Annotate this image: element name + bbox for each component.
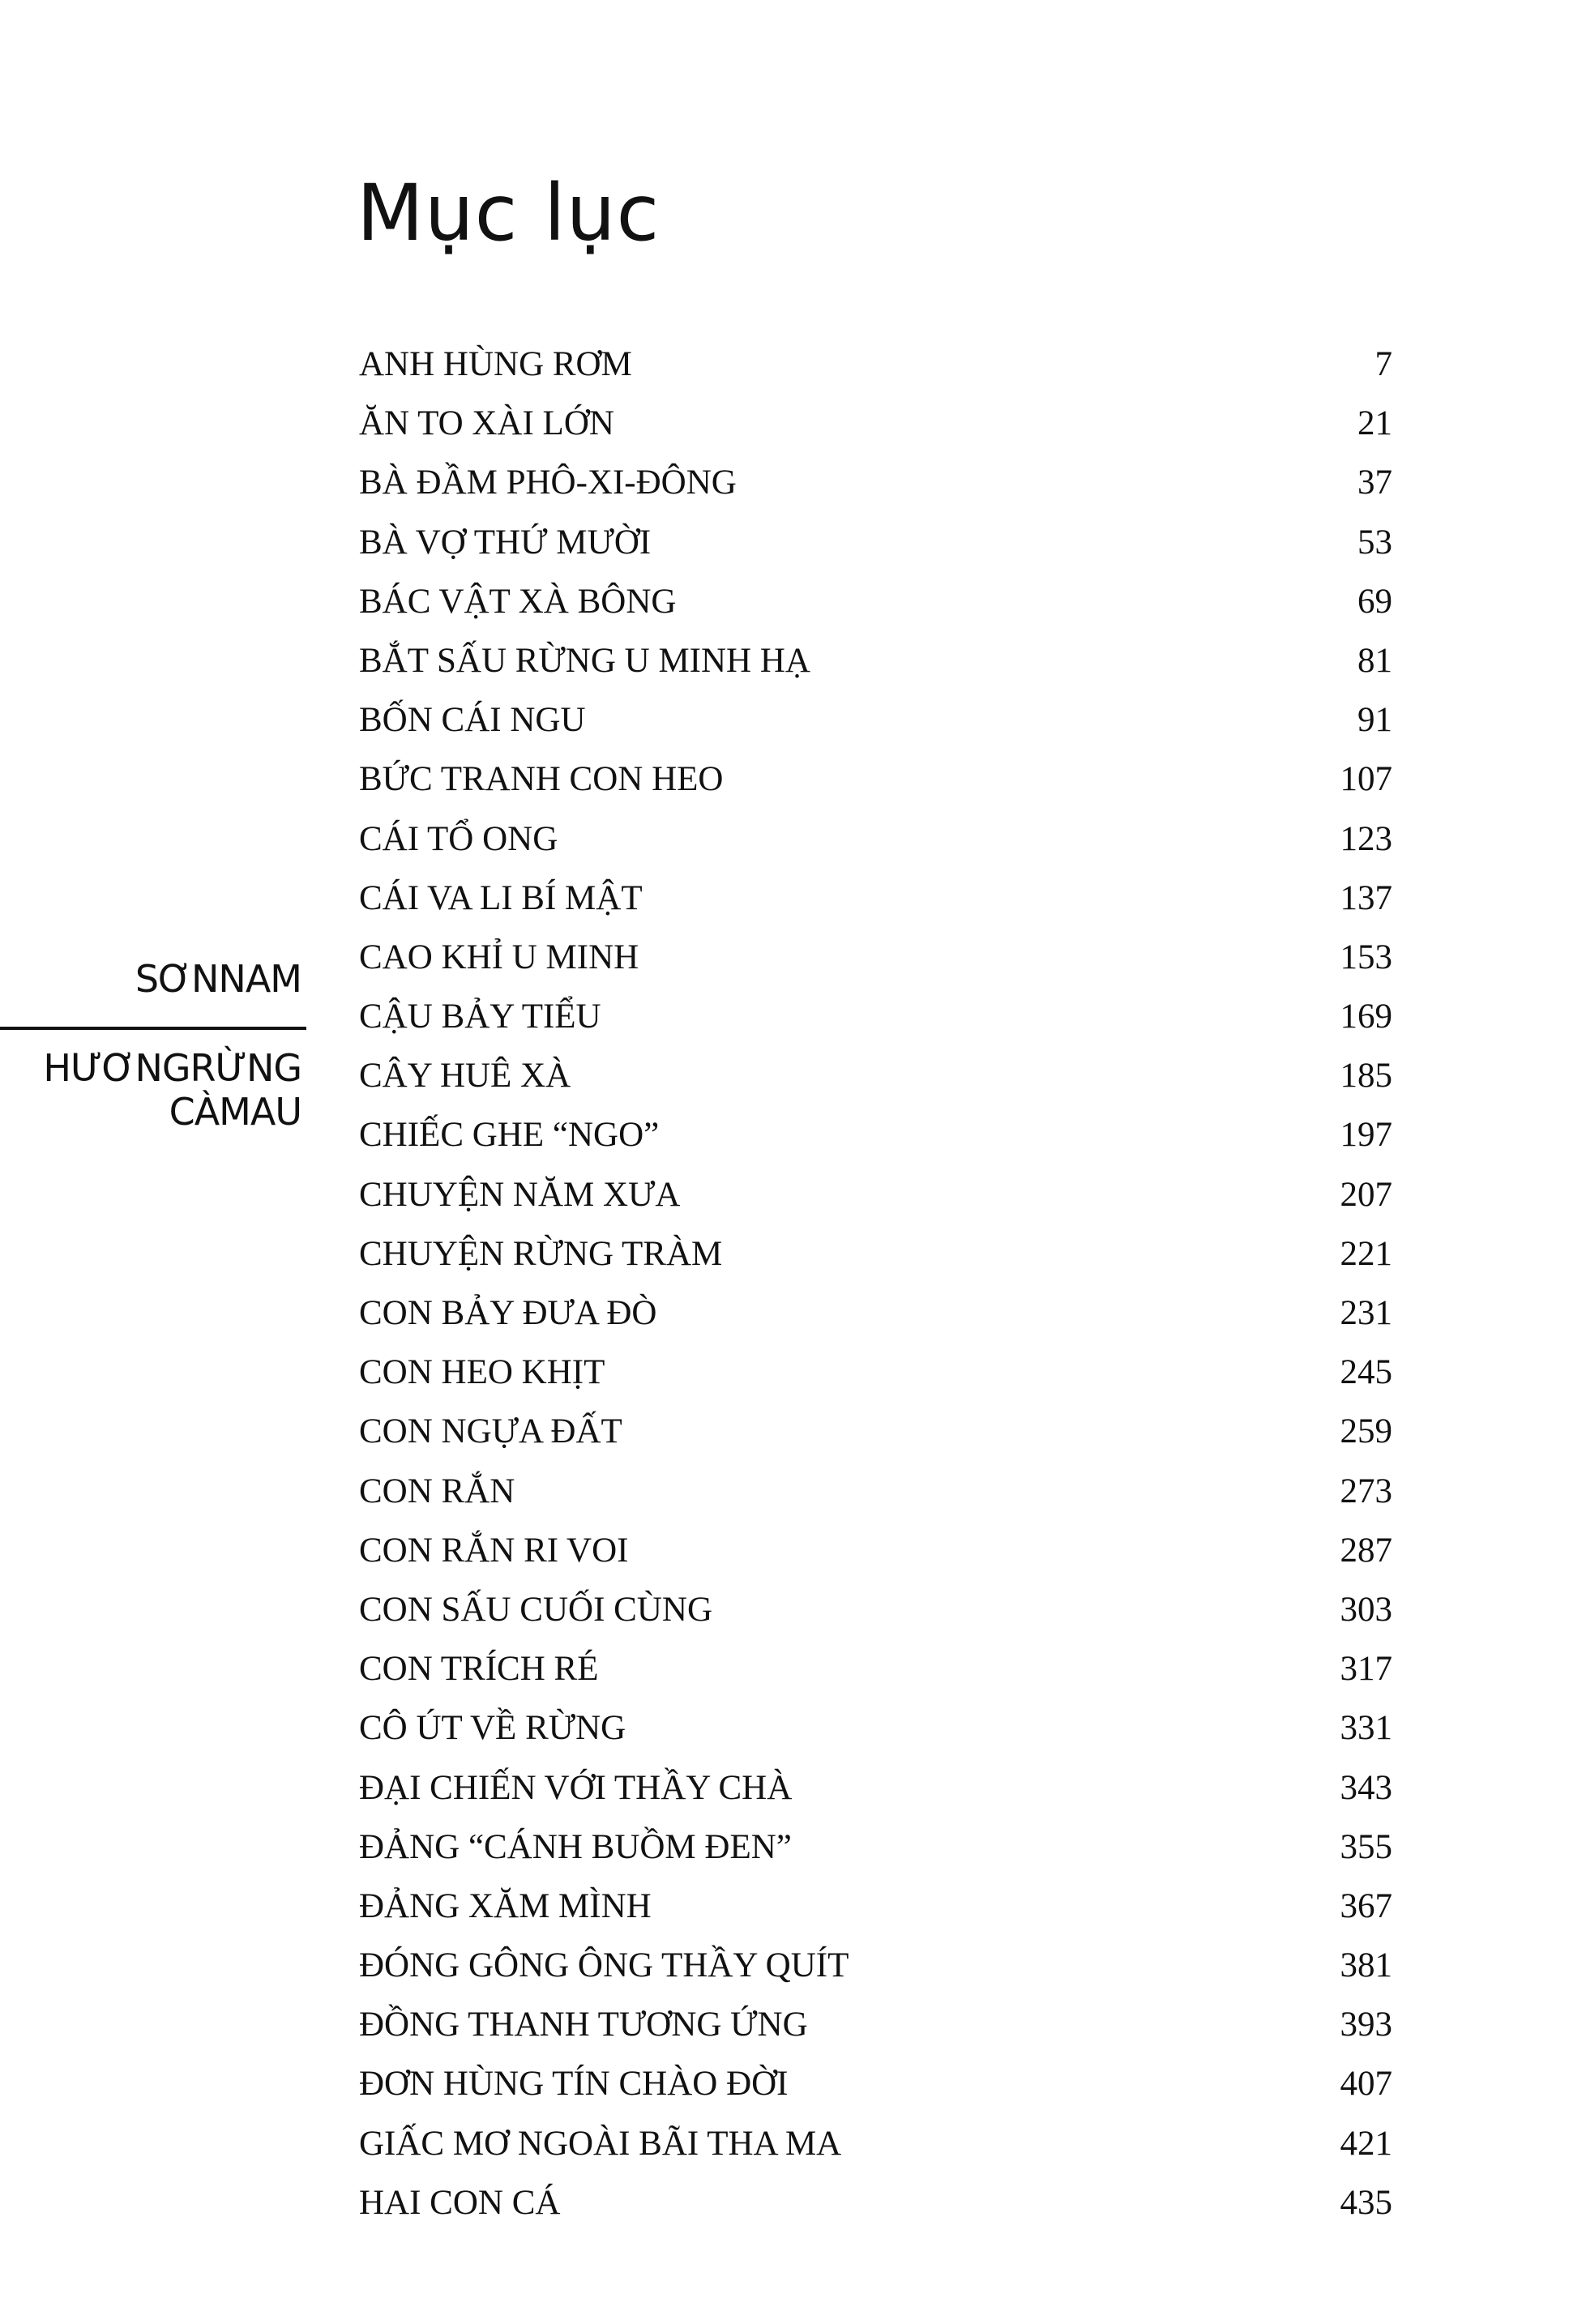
toc-entry-title: CON RẮN RI VOI bbox=[359, 1531, 629, 1570]
toc-entry[interactable] bbox=[359, 1995, 1392, 2054]
toc-entry-title: ĐƠN HÙNG TÍN CHÀO ĐỜI bbox=[359, 2065, 789, 2104]
toc-entry-page: 435 bbox=[1340, 2183, 1392, 2222]
author-name: SƠNNAM bbox=[135, 957, 301, 1001]
toc-entry-title: CHUYỆN NĂM XƯA bbox=[359, 1175, 681, 1214]
toc-entry-title: CÔ ÚT VỀ RỪNG bbox=[359, 1709, 626, 1748]
toc-entry-page: 221 bbox=[1340, 1234, 1392, 1273]
toc-entry[interactable] bbox=[359, 2054, 1392, 2113]
toc-entry-title: CON BẢY ĐƯA ĐÒ bbox=[359, 1294, 657, 1332]
toc-entry[interactable] bbox=[359, 1224, 1392, 1284]
toc-entry[interactable] bbox=[359, 1521, 1392, 1580]
toc-entry-page: 207 bbox=[1340, 1175, 1392, 1214]
toc-entry-title: BÀ VỢ THỨ MƯỜI bbox=[359, 523, 652, 562]
toc-entry[interactable] bbox=[359, 987, 1392, 1046]
toc-entry[interactable] bbox=[359, 1936, 1392, 1995]
toc-entry[interactable] bbox=[359, 1402, 1392, 1461]
toc-entry[interactable] bbox=[359, 928, 1392, 987]
toc-entry-page: 69 bbox=[1357, 582, 1392, 621]
toc-entry[interactable] bbox=[359, 690, 1392, 750]
toc-entry[interactable] bbox=[359, 1284, 1392, 1343]
toc-entry-title: GIẤC MƠ NGOÀI BÃI THA MA bbox=[359, 2124, 842, 2163]
toc-entry[interactable] bbox=[359, 2114, 1392, 2173]
toc-entry-page: 367 bbox=[1340, 1886, 1392, 1925]
toc-entry[interactable] bbox=[359, 1818, 1392, 1877]
toc-entry-title: BẮT SẤU RỪNG U MINH HẠ bbox=[359, 641, 810, 680]
book-title-line-1: HƯƠNGRỪNG bbox=[43, 1046, 301, 1090]
toc-entry-title: ĐẢNG “CÁNH BUỒM ĐEN” bbox=[359, 1827, 792, 1866]
toc-entry-title: CHUYỆN RỪNG TRÀM bbox=[359, 1234, 723, 1273]
toc-entry-page: 81 bbox=[1357, 641, 1392, 680]
toc-entry-title: CÁI TỔ ONG bbox=[359, 819, 558, 858]
toc-entry[interactable] bbox=[359, 1105, 1392, 1164]
toc-entry-page: 331 bbox=[1340, 1709, 1392, 1748]
toc-entry[interactable] bbox=[359, 810, 1392, 869]
toc-entry[interactable] bbox=[359, 1462, 1392, 1521]
book-sidebar bbox=[0, 957, 306, 1134]
toc-entry[interactable] bbox=[359, 631, 1392, 690]
toc-entry-title: CÁI VA LI BÍ MẬT bbox=[359, 878, 643, 917]
book-title-line-2: CÀMAU bbox=[169, 1090, 301, 1134]
toc-entry-page: 343 bbox=[1340, 1768, 1392, 1807]
toc-entry-title: ĐỒNG THANH TƯƠNG ỨNG bbox=[359, 2006, 808, 2044]
toc-entry-title: ĐẠI CHIẾN VỚI THẦY CHÀ bbox=[359, 1768, 793, 1807]
toc-entry-page: 153 bbox=[1340, 938, 1392, 976]
toc-entry-page: 303 bbox=[1340, 1590, 1392, 1629]
toc-entry[interactable] bbox=[359, 1698, 1392, 1758]
toc-entry-page: 273 bbox=[1340, 1472, 1392, 1510]
toc-entry-page: 21 bbox=[1357, 404, 1392, 443]
toc-entry-page: 123 bbox=[1340, 819, 1392, 858]
toc-entry-page: 317 bbox=[1340, 1650, 1392, 1689]
toc-entry-page: 393 bbox=[1340, 2006, 1392, 2044]
toc-entry-page: 7 bbox=[1374, 345, 1392, 383]
toc-entry-title: CON NGỰA ĐẤT bbox=[359, 1412, 622, 1451]
toc-entry[interactable] bbox=[359, 453, 1392, 512]
toc-entry-title: BÀ ĐẦM PHÔ-XI-ĐÔNG bbox=[359, 464, 737, 502]
book-title bbox=[0, 1046, 306, 1134]
table-of-contents bbox=[359, 335, 1392, 2232]
toc-entry-page: 287 bbox=[1340, 1531, 1392, 1570]
toc-entry-page: 53 bbox=[1357, 523, 1392, 562]
toc-entry[interactable] bbox=[359, 750, 1392, 809]
toc-entry-title: CÂY HUÊ XÀ bbox=[359, 1057, 571, 1096]
toc-entry[interactable] bbox=[359, 2173, 1392, 2232]
toc-entry[interactable] bbox=[359, 1165, 1392, 1224]
toc-entry-title: ĐÓNG GÔNG ÔNG THẦY QUÍT bbox=[359, 1946, 849, 1985]
toc-entry-page: 91 bbox=[1357, 701, 1392, 740]
toc-entry-title: CON SẤU CUỐI CÙNG bbox=[359, 1590, 713, 1629]
toc-entry-title: BỐN CÁI NGU bbox=[359, 701, 586, 740]
toc-entry-title: CẬU BẢY TIỂU bbox=[359, 998, 601, 1036]
toc-entry-page: 421 bbox=[1340, 2124, 1392, 2163]
toc-entry[interactable] bbox=[359, 869, 1392, 928]
toc-entry-page: 197 bbox=[1340, 1116, 1392, 1155]
toc-entry-page: 37 bbox=[1357, 464, 1392, 502]
toc-entry-title: CHIẾC GHE “NGO” bbox=[359, 1116, 660, 1155]
toc-entry-page: 381 bbox=[1340, 1946, 1392, 1985]
toc-entry[interactable] bbox=[359, 1046, 1392, 1105]
toc-entry-page: 407 bbox=[1340, 2065, 1392, 2104]
toc-entry[interactable] bbox=[359, 572, 1392, 631]
toc-entry[interactable] bbox=[359, 513, 1392, 572]
toc-entry-title: BÁC VẬT XÀ BÔNG bbox=[359, 582, 677, 621]
toc-entry[interactable] bbox=[359, 1877, 1392, 1936]
page-title: Mục lục bbox=[357, 168, 661, 258]
toc-entry-title: CON TRÍCH RÉ bbox=[359, 1650, 599, 1689]
toc-entry-title: ANH HÙNG RƠM bbox=[359, 345, 632, 383]
toc-entry-page: 107 bbox=[1340, 760, 1392, 799]
toc-entry-page: 185 bbox=[1340, 1057, 1392, 1096]
divider bbox=[0, 1027, 306, 1030]
toc-entry-title: CON RẮN bbox=[359, 1472, 515, 1510]
toc-entry-page: 169 bbox=[1340, 998, 1392, 1036]
toc-entry-title: ĂN TO XÀI LỚN bbox=[359, 404, 614, 443]
toc-entry[interactable] bbox=[359, 1580, 1392, 1639]
toc-entry-title: ĐẢNG XĂM MÌNH bbox=[359, 1886, 652, 1925]
toc-entry[interactable] bbox=[359, 394, 1392, 453]
toc-entry-page: 137 bbox=[1340, 878, 1392, 917]
toc-entry[interactable] bbox=[359, 1343, 1392, 1402]
toc-entry-page: 231 bbox=[1340, 1294, 1392, 1332]
toc-entry-title: CAO KHỈ U MINH bbox=[359, 938, 639, 976]
toc-entry-page: 259 bbox=[1340, 1412, 1392, 1451]
toc-entry-page: 245 bbox=[1340, 1353, 1392, 1392]
toc-entry[interactable] bbox=[359, 335, 1392, 394]
toc-entry-page: 355 bbox=[1340, 1827, 1392, 1866]
toc-entry-title: HAI CON CÁ bbox=[359, 2183, 561, 2222]
toc-entry[interactable] bbox=[359, 1758, 1392, 1818]
toc-entry[interactable] bbox=[359, 1639, 1392, 1698]
toc-entry-title: BỨC TRANH CON HEO bbox=[359, 760, 724, 799]
toc-entry-title: CON HEO KHỊT bbox=[359, 1353, 605, 1392]
